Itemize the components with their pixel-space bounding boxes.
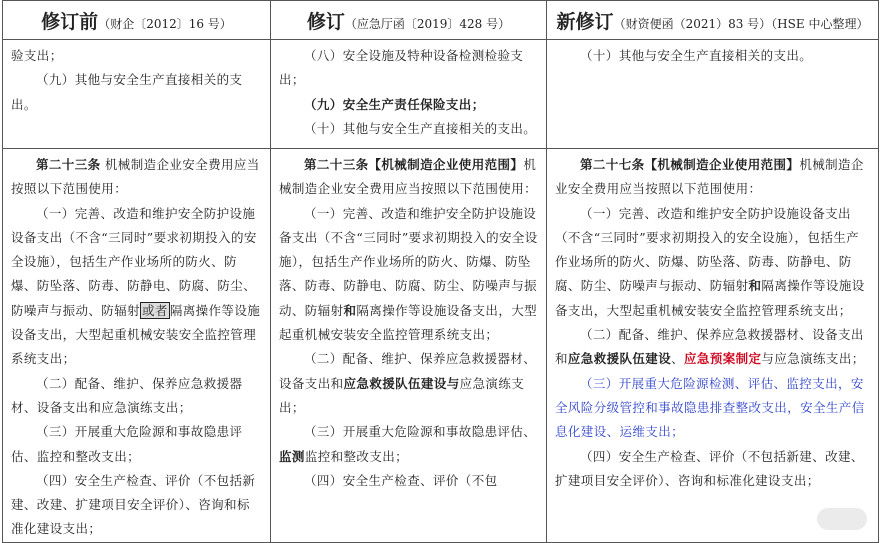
- article-27-intro: 机械制造企业安全费用应当按照以下范围使用：: [555, 157, 864, 196]
- c3-item2-e: 与应急演练支出；: [761, 351, 864, 366]
- c2-item2-c: 应急演练支出；: [279, 376, 524, 415]
- highlight-box: 或者: [140, 302, 170, 319]
- c2-item2-a: （二）配备、维护、保养应急救援器材、设备支出和: [279, 351, 536, 390]
- c2-item3-c: 监控和整改支出；: [305, 449, 408, 464]
- header-col2-title: 修订: [307, 11, 345, 33]
- c2-item4: （四）安全生产检查、评价（不包: [279, 469, 538, 493]
- c2-item1-and: 和: [344, 303, 357, 318]
- c2-item2-bold: 应急救援队伍建设与: [344, 376, 460, 391]
- c2-item3-a: （三）开展重大危险源和事故隐患评估、: [304, 424, 536, 439]
- row1-c2-line3: （十）其他与安全生产直接相关的支出。: [279, 117, 538, 141]
- watermark-logo: [817, 508, 867, 530]
- c3-item1-and: 和: [749, 278, 762, 293]
- row2-col1: [3, 149, 271, 543]
- row1-c3-line1: （十）其他与安全生产直接相关的支出。: [555, 44, 870, 68]
- c3-item1-text: （一）完善、改造和维护安全防护设施设备支出（不含“三同时”要求初期投入的安全设施），包括生产作业场所的防火、防爆、防坠落、防毒、防静电、防腐、防尘、防噪声与振动、防辐射: [555, 206, 859, 294]
- c3-item3-blue: （三）开展重大危险源检测、评估、监控支出，安全风险分级管控和事故隐患排查整改支出，安全生产信息化建设、运维支出；: [555, 372, 870, 445]
- c1-item1-text: （一）完善、改造和维护安全防护设施设备支出（不含“三同时”要求初期投入的安全设施），包括生产作业场所的防火、防爆、防坠落、防毒、防静电、防腐、防尘、防噪声与振动、防辐射: [11, 206, 257, 318]
- row2-col3: [547, 149, 879, 543]
- header-col-before: [3, 1, 271, 40]
- row1-col1: [3, 40, 271, 149]
- row1-col2: [271, 40, 547, 149]
- table-row: [3, 40, 879, 149]
- header-col1-sub: （财企〔2012〕16 号）: [98, 17, 232, 31]
- header-col2-sub: （应急厅函〔2019〕428 号）: [345, 17, 510, 31]
- article-27-title: 第二十七条【机械制造企业使用范围】: [580, 157, 799, 172]
- c3-item2-sep: 、: [671, 351, 684, 366]
- c3-item2-bold: 应急救援队伍建设: [568, 351, 671, 366]
- article-23-title: 第二十三条: [36, 157, 101, 172]
- header-col-revision: [271, 1, 547, 40]
- c1-item2: （二）配备、维护、保养应急救援器材、设备支出和应急演练支出；: [11, 372, 262, 421]
- header-col3-sub: （财资便函（2021）83 号）（HSE 中心整理）: [614, 17, 869, 31]
- c2-item3-bold: 监测: [279, 449, 305, 464]
- article-23-revised-intro: 机械制造企业安全费用应当按照以下范围使用：: [279, 157, 537, 196]
- c1-item3: （三）开展重大危险源和事故隐患评估、监控和整改支出；: [11, 420, 262, 469]
- header-col-new-revision: [547, 1, 879, 40]
- row1-col3: [547, 40, 879, 149]
- row2-col2: [271, 149, 547, 543]
- row1-c2-line2: （九）安全生产责任保险支出；: [279, 93, 538, 117]
- article-23-revised-title: 第二十三条【机械制造企业使用范围】: [304, 157, 523, 172]
- c1-item4: （四）安全生产检查、评价（不包括新建、改建、扩建项目安全评价）、咨询和标准化建设支出；: [11, 469, 262, 542]
- c2-item1-text: （一）完善、改造和维护安全防护设施设备支出（不含“三同时”要求初期投入的安全设施），包括生产作业场所的防火、防爆、防坠落、防毒、防静电、防腐、防尘、防噪声与振动、防辐射: [279, 206, 538, 318]
- c3-item2-a: （二）配备、维护、保养应急救援器材、设备支出和: [555, 327, 864, 366]
- c3-item4: （四）安全生产检查、评价（不包括新建、改建、扩建项目安全评价）、咨询和标准化建设支出；: [555, 445, 870, 494]
- c3-item2-red: 应急预案制定: [684, 351, 761, 366]
- c2-item1-text-end: 隔离操作等设施设备支出，大型起重机械安装安全监控管理系统支出；: [279, 303, 537, 342]
- header-col3-title: 新修订: [557, 11, 614, 33]
- article-23-intro: 机械制造企业安全费用应当按照以下范围使用：: [11, 157, 260, 196]
- row1-c1-line2: （九）其他与安全生产直接相关的支出。: [11, 68, 262, 117]
- table-row: [3, 149, 879, 543]
- c1-item1-text-end: 隔离操作等设施设备支出，大型起重机械安装安全监控管理系统支出；: [11, 303, 260, 367]
- row1-c2-line1: （八）安全设施及特种设备检测检验支出；: [279, 44, 538, 93]
- row1-c1-line1: 验支出；: [11, 44, 262, 68]
- header-row: [3, 1, 879, 40]
- header-col1-title: 修订前: [41, 11, 98, 33]
- c3-item1-text-end: 隔离操作等设施设备支出，大型起重机械安装安全监控管理系统支出；: [555, 278, 865, 317]
- comparison-table: [2, 0, 879, 543]
